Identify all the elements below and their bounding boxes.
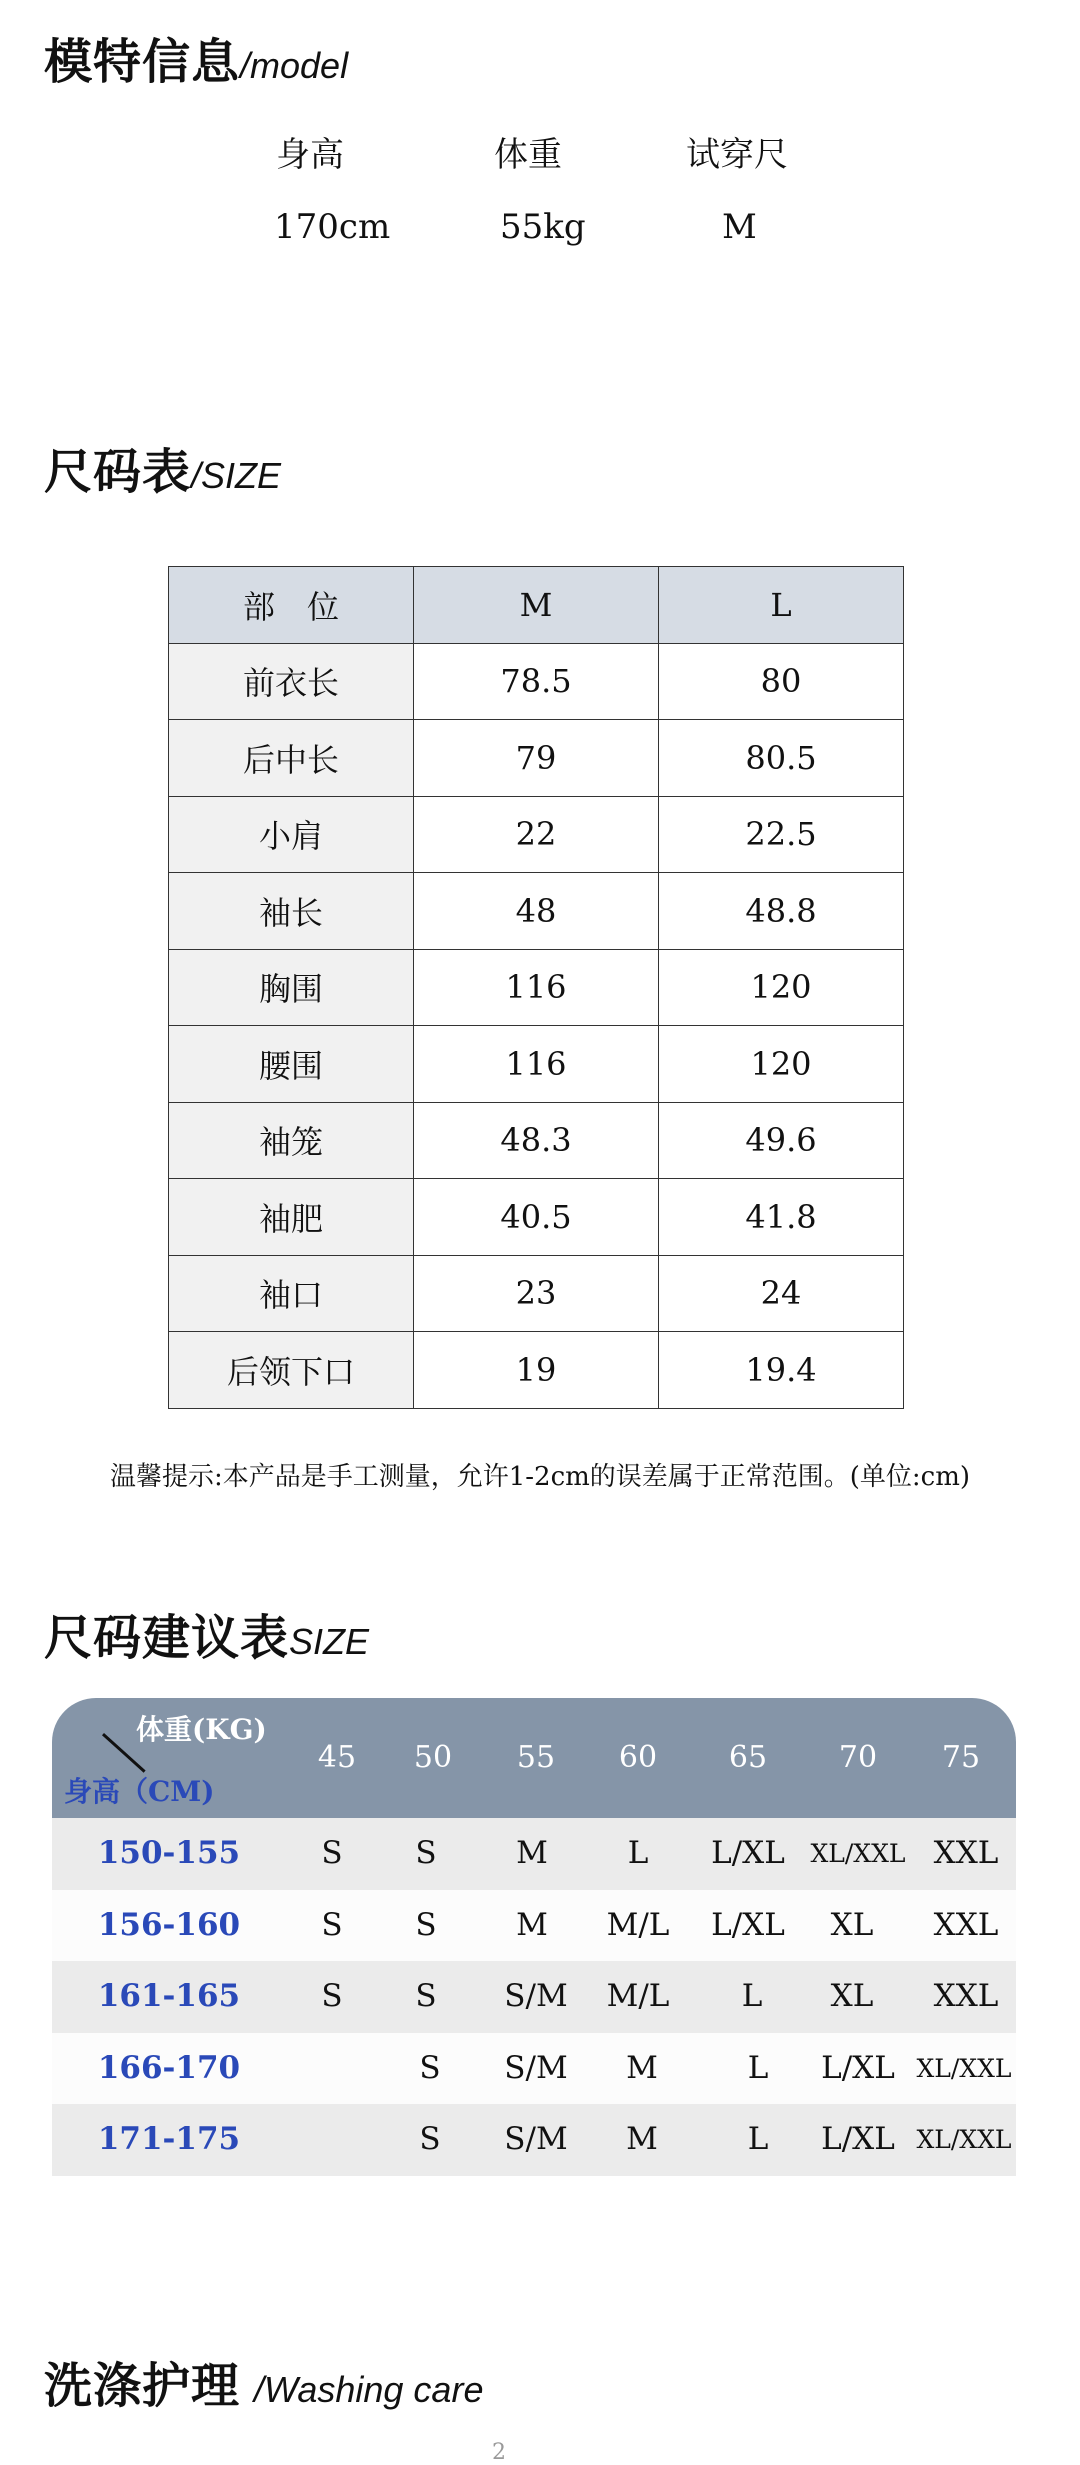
part-name: 后中长 xyxy=(169,720,414,797)
part-name: 腰围 xyxy=(169,1026,414,1103)
size-cell: S xyxy=(415,1978,437,2014)
part-name: 袖肥 xyxy=(169,1179,414,1256)
size-cell: S xyxy=(321,1906,343,1943)
value-l: 22.5 xyxy=(659,796,904,873)
table-row xyxy=(169,1332,904,1409)
size-cell: M xyxy=(626,2121,658,2157)
care-title-en: /Washing care xyxy=(254,2369,484,2410)
header-size-m: M xyxy=(414,567,659,644)
size-cell: L/XL xyxy=(821,2049,895,2086)
size-table-header xyxy=(169,567,904,644)
value-m: 48 xyxy=(414,873,659,950)
size-cell: XL/XXL xyxy=(810,1839,906,1868)
model-value-weight: 55kg xyxy=(500,207,586,247)
value-m: 79 xyxy=(414,720,659,797)
height-range: 161-165 xyxy=(97,1978,241,2014)
size-cell: XXL xyxy=(933,1835,999,1871)
table-row xyxy=(169,1255,904,1332)
value-m: 48.3 xyxy=(414,1102,659,1179)
size-recommendation-table xyxy=(52,1698,1016,2176)
part-name: 小肩 xyxy=(169,796,414,873)
size-cell: S/M xyxy=(504,2121,568,2157)
care-title-cn: 洗涤护理 xyxy=(44,2358,241,2414)
table-row xyxy=(169,1026,904,1103)
size-cell: L/XL xyxy=(821,2121,895,2157)
part-name: 袖长 xyxy=(169,873,414,950)
model-value-height: 170cm xyxy=(274,207,391,247)
model-title-en: /model xyxy=(240,45,349,86)
recommend-section-title xyxy=(44,1610,370,1666)
value-m: 22 xyxy=(414,796,659,873)
size-cell: M xyxy=(516,1906,548,1943)
size-cell: M/L xyxy=(606,1906,670,1943)
recommend-row xyxy=(52,1961,1016,2033)
value-l: 49.6 xyxy=(659,1102,904,1179)
header-size-l: L xyxy=(659,567,904,644)
model-header-height: 身高 xyxy=(276,135,344,175)
size-cell: S xyxy=(415,1835,437,1871)
size-cell: M xyxy=(516,1835,548,1871)
size-cell: XXL xyxy=(933,1906,999,1943)
size-section-title xyxy=(44,444,282,500)
size-cell: M/L xyxy=(606,1978,670,2014)
size-cell: XL/XXL xyxy=(916,2125,1012,2154)
value-l: 80 xyxy=(659,643,904,720)
model-header-size: 试穿尺 xyxy=(686,135,788,175)
size-cell: L xyxy=(741,1978,763,2014)
weight-col-50: 50 xyxy=(413,1740,453,1775)
recommend-title-en: SIZE xyxy=(289,1621,370,1662)
size-cell: L/XL xyxy=(711,1835,785,1871)
size-cell: M xyxy=(626,2049,658,2086)
height-range: 150-155 xyxy=(97,1835,241,1871)
model-section-title xyxy=(44,34,349,90)
size-cell: S xyxy=(415,1906,437,1943)
size-cell: S xyxy=(419,2049,441,2086)
recommend-row xyxy=(52,1818,1016,1890)
size-cell: S xyxy=(419,2121,441,2157)
size-cell: S/M xyxy=(504,2049,568,2086)
table-row xyxy=(169,1179,904,1256)
recommend-row xyxy=(52,2104,1016,2176)
height-range: 156-160 xyxy=(97,1906,241,1943)
weight-col-55: 55 xyxy=(516,1740,556,1775)
weight-col-45: 45 xyxy=(317,1740,357,1775)
measurement-note: 温馨提示:本产品是手工测量，允许1-2cm的误差属于正常范围。(单位:cm) xyxy=(109,1462,971,1492)
height-axis-label: 身高（CM) xyxy=(64,1775,215,1808)
value-m: 19 xyxy=(414,1332,659,1409)
value-l: 48.8 xyxy=(659,873,904,950)
size-cell: L/XL xyxy=(711,1906,785,1943)
size-cell: XL xyxy=(830,1978,874,2014)
height-range: 166-170 xyxy=(97,2049,241,2086)
value-l: 120 xyxy=(659,1026,904,1103)
table-row xyxy=(169,1102,904,1179)
part-name: 胸围 xyxy=(169,949,414,1026)
header-part: 部 位 xyxy=(169,567,414,644)
size-cell: S xyxy=(321,1978,343,2014)
page-marker: 2 xyxy=(492,2440,506,2465)
recommend-row xyxy=(52,2033,1016,2105)
table-row xyxy=(169,873,904,950)
part-name: 袖笼 xyxy=(169,1102,414,1179)
value-l: 120 xyxy=(659,949,904,1026)
size-cell: XXL xyxy=(933,1978,999,2014)
value-m: 40.5 xyxy=(414,1179,659,1256)
value-m: 78.5 xyxy=(414,643,659,720)
value-l: 80.5 xyxy=(659,720,904,797)
weight-axis-label: 体重(KG) xyxy=(136,1713,267,1746)
size-cell: S xyxy=(321,1835,343,1871)
recommend-title-cn: 尺码建议表 xyxy=(44,1610,290,1666)
table-row xyxy=(169,949,904,1026)
size-title-cn: 尺码表 xyxy=(44,444,192,500)
value-l: 24 xyxy=(659,1255,904,1332)
size-cell: L xyxy=(627,1835,649,1871)
size-cell: XL/XXL xyxy=(916,2053,1012,2083)
weight-col-70: 70 xyxy=(838,1740,878,1775)
value-m: 116 xyxy=(414,949,659,1026)
table-row xyxy=(169,720,904,797)
recommend-row xyxy=(52,1890,1016,1962)
part-name: 后领下口 xyxy=(169,1332,414,1409)
weight-col-60: 60 xyxy=(618,1740,658,1775)
value-m: 23 xyxy=(414,1255,659,1332)
size-cell: S/M xyxy=(504,1978,568,2014)
model-header-weight: 体重 xyxy=(494,135,562,175)
table-row xyxy=(169,796,904,873)
value-l: 19.4 xyxy=(659,1332,904,1409)
size-cell: L xyxy=(747,2121,769,2157)
part-name: 袖口 xyxy=(169,1255,414,1332)
value-m: 116 xyxy=(414,1026,659,1103)
table-row xyxy=(169,643,904,720)
value-l: 41.8 xyxy=(659,1179,904,1256)
model-title-cn: 模特信息 xyxy=(44,34,241,90)
model-value-size: M xyxy=(722,207,757,247)
size-cell: L xyxy=(747,2049,769,2086)
care-section-title xyxy=(44,2358,484,2414)
recommend-header xyxy=(52,1698,1016,1818)
size-table xyxy=(168,566,904,1409)
weight-col-75: 75 xyxy=(941,1740,981,1775)
size-cell: XL xyxy=(830,1906,874,1943)
size-title-en: /SIZE xyxy=(191,455,282,496)
weight-col-65: 65 xyxy=(728,1740,768,1775)
part-name: 前衣长 xyxy=(169,643,414,720)
height-range: 171-175 xyxy=(97,2121,241,2157)
